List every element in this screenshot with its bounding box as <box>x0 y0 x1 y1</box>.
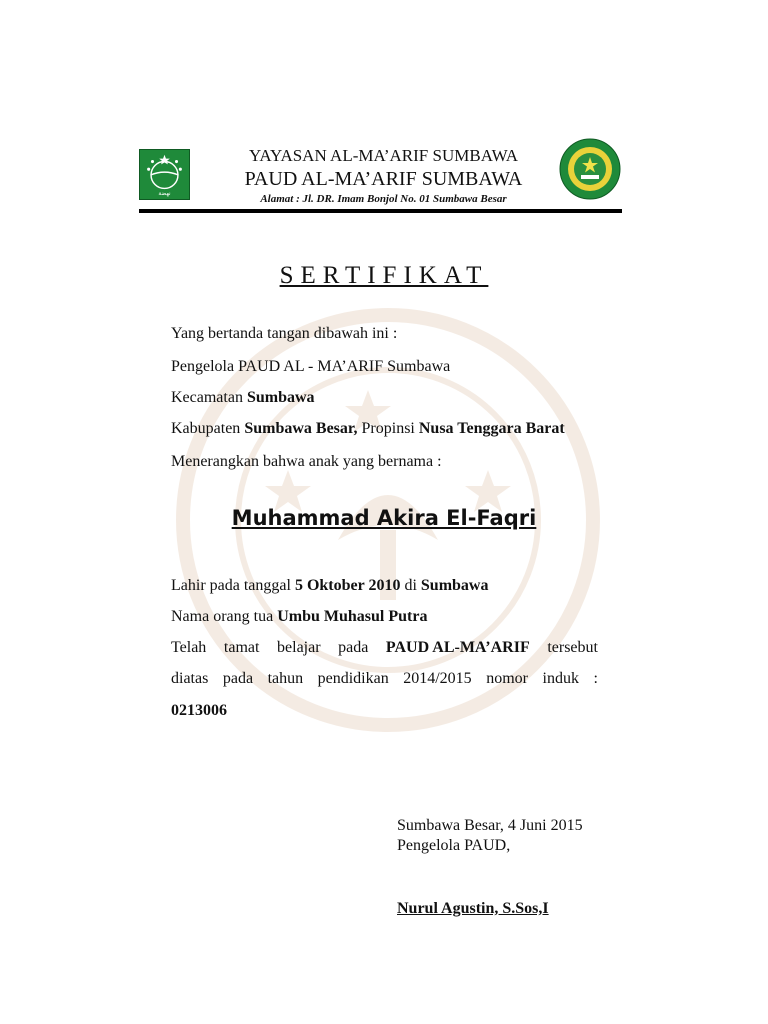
parent-label: Nama orang tua <box>171 608 278 625</box>
year-word: diatas <box>171 670 209 687</box>
statement-text: Menerangkan bahwa anak yang bernama : <box>171 453 442 470</box>
year-line <box>171 670 598 688</box>
graduated-word: pada <box>338 639 369 656</box>
born-in-label: di <box>400 577 421 594</box>
paud-seal-icon <box>559 138 621 200</box>
graduated-word: tamat <box>223 639 260 656</box>
graduated-word: belajar <box>277 639 321 656</box>
svg-text:نهضة: نهضة <box>158 191 171 198</box>
year-word: : <box>593 670 598 687</box>
propinsi-value: Nusa Tenggara Barat <box>418 420 565 437</box>
kecamatan-value: Sumbawa <box>246 389 315 406</box>
born-line <box>171 577 488 595</box>
year-word: pada <box>222 670 254 687</box>
year-word: pendidikan <box>317 670 389 687</box>
year-word: 2014/2015 <box>403 670 472 687</box>
nahdlatul-ulama-emblem-icon <box>139 149 190 200</box>
year-word: tahun <box>267 670 304 687</box>
kecamatan-label: Kecamatan <box>171 389 247 406</box>
signature-name: Nurul Agustin, S.Sos,I <box>397 900 549 917</box>
born-place: Sumbawa <box>420 577 489 594</box>
manager-text: Pengelola PAUD AL - MA’ARIF Sumbawa <box>171 358 451 375</box>
graduated-word: Telah <box>171 639 207 656</box>
born-label: Lahir pada tanggal <box>171 577 295 594</box>
kabupaten-label: Kabupaten <box>171 420 245 437</box>
born-date: 5 Oktober 2010 <box>294 577 401 594</box>
school-name: PAUD AL-MA’ARIF SUMBAWA <box>244 168 523 190</box>
graduated-school: PAUD AL-MA’ARIF <box>385 639 530 656</box>
foundation-name: YAYASAN AL-MA’ARIF SUMBAWA <box>248 146 519 165</box>
graduated-line <box>171 639 598 657</box>
student-name: Muhammad Akira El-Faqri <box>231 506 537 530</box>
nomor-induk: 0213006 <box>171 702 227 719</box>
year-word: nomor <box>486 670 528 687</box>
parent-line <box>171 608 427 626</box>
graduated-word: tersebut <box>547 639 598 656</box>
intro-text: Yang bertanda tangan dibawah ini : <box>171 325 398 342</box>
propinsi-label: Propinsi <box>357 420 419 437</box>
kabupaten-line <box>171 420 565 438</box>
kabupaten-value: Sumbawa Besar, <box>244 420 358 437</box>
year-word: induk <box>542 670 579 687</box>
certificate-title: SERTIFIKAT <box>279 262 489 289</box>
header-divider <box>139 209 622 213</box>
parent-name: Umbu Muhasul Putra <box>277 608 428 625</box>
school-address: Alamat : Jl. DR. Imam Bonjol No. 01 Sumbawa Besar <box>260 193 507 205</box>
kecamatan-line <box>171 389 315 407</box>
signature-role: Pengelola PAUD, <box>397 837 511 854</box>
signature-place-date: Sumbawa Besar, 4 Juni 2015 <box>397 817 583 834</box>
